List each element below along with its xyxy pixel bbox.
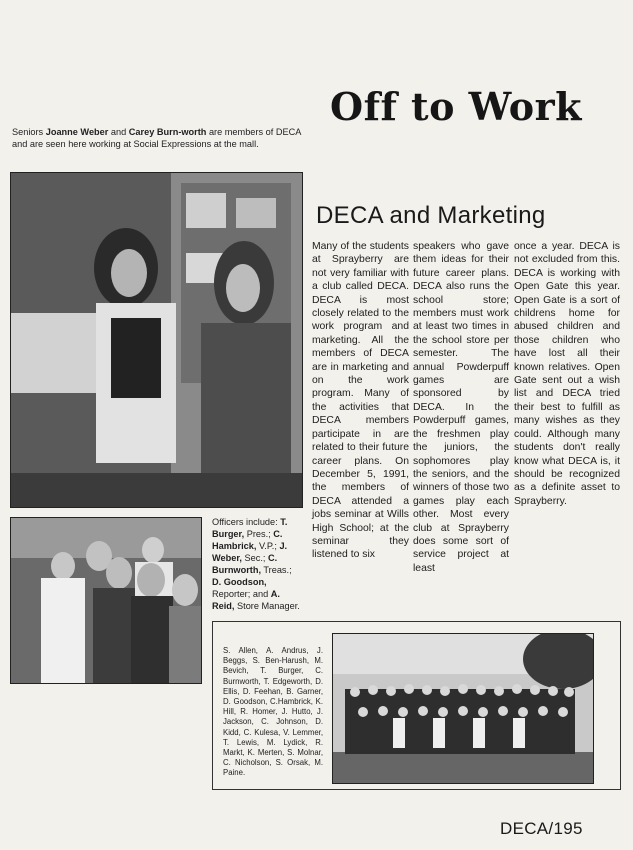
caption-text: Officers include: — [212, 517, 281, 527]
caption-name: C. Burnworth, — [212, 553, 278, 575]
group-names-caption: S. Allen, A. Andrus, J. Beggs, S. Ben-Harush, M. Bevich, T. Burger, C. Burnworth, T. Edgeworth, D. Ellis, D. Feehan, B. Garner, D. Goodson, C.Hambrick, K. Hill, R. Homer, J. Hutto, J. Jackson, C. Johnson, D. Kidd, C. Kulesa, V. Lemmer, T. Lewis, M. Lydick, R. Markt, K. Merten, S. Molnar, C. Nicholson, S. Orsak, M. Paine. — [223, 646, 323, 778]
caption-text: V.P.; — [256, 541, 280, 551]
officers-photo-art — [11, 518, 201, 683]
caption-text: are members of DECA and are seen here working at Social Expressions at the mall. — [12, 127, 301, 149]
caption-text: Treas.; — [261, 565, 292, 575]
seniors-store-photo — [10, 172, 303, 508]
caption-text: Store Manager. — [234, 601, 300, 611]
caption-text: Reporter; and — [212, 589, 271, 599]
officers-photo — [10, 517, 202, 684]
seniors-store-photo-art — [11, 173, 302, 507]
caption-name: Joanne Weber — [45, 127, 109, 137]
page-title: Off to Work — [330, 84, 582, 129]
group-photo-art — [333, 634, 593, 783]
caption-name: A. Reid, — [212, 589, 280, 611]
caption-name: D. Goodson, — [212, 577, 267, 587]
article-column-1: Many of the students at Sprayberry are not very familiar with a club called DECA. DECA is most closely related to the work program and marketing. All the members of DECA are in marketing and on the work program. Many of the activities that DECA members participate in are related to their future career plans. On December 5, 1991, the members of DECA attended a jobs seminar at Wills High School; at the seminar they listened to six — [312, 241, 409, 561]
article-column-3: once a year. DECA is not excluded from this. DECA is working with Open Gate this year. Open Gate is a sort of childrens home for abused children and those children who have lost all their known relatives. Open Gate sent out a wish list and DECA tried their best to fulfill as many wishes as they could. Although many students don't really know what DECA is, it should be recognized as a definite asset to Sprayberry. — [514, 241, 620, 507]
article-column-2: speakers who gave them ideas for their future career plans. DECA also runs the school store; members must work at least two times in the school store per semester. The annual Powderpuff games are sponsored by DECA. In the Powderpuff games, the freshmen play the juniors, the sophomores play the seniors, and the winners of those two games play each other. Most every club at Sprayberry does some sort of service project at least — [413, 241, 509, 574]
caption-name: J. Weber, — [212, 541, 288, 563]
page-folio: DECA/195 — [500, 819, 583, 838]
caption-text: and — [108, 127, 129, 137]
officers-caption — [212, 516, 302, 612]
seniors-photo-caption — [12, 126, 302, 150]
article-heading: DECA and Marketing — [316, 202, 546, 229]
caption-name: C. Hambrick, — [212, 529, 283, 551]
group-photo — [332, 633, 594, 784]
caption-text: Sec.; — [241, 553, 269, 563]
caption-text: Pres.; — [244, 529, 274, 539]
caption-name: T. Burger, — [212, 517, 288, 539]
caption-name: Carey Burn-worth — [128, 127, 207, 137]
caption-text: Seniors — [12, 127, 46, 137]
